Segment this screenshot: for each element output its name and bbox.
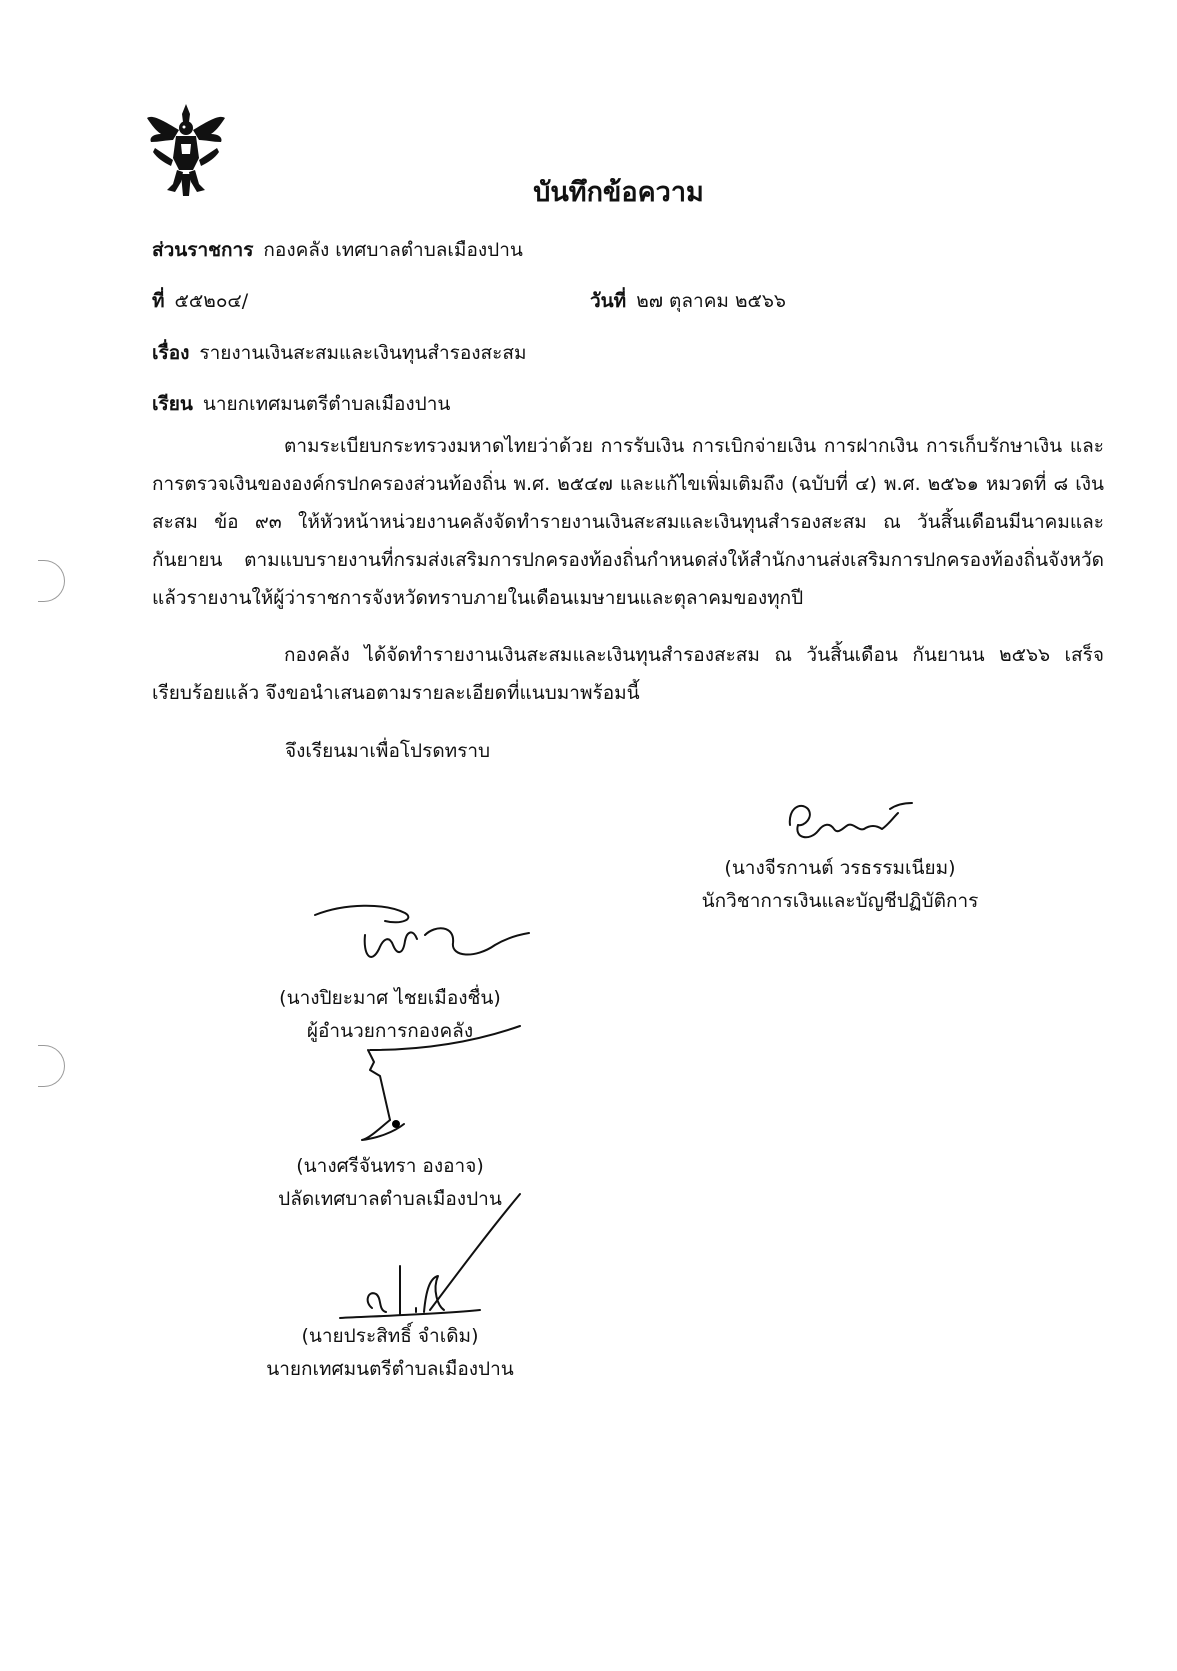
department-line xyxy=(152,235,523,265)
to-line xyxy=(152,389,450,419)
date-value: ๒๗ ตุลาคม ๒๕๖๖ xyxy=(636,290,786,312)
ref-label: ที่ xyxy=(152,290,165,312)
ref-line xyxy=(152,286,248,316)
body-paragraph-1: ตามระเบียบกระทรวงมหาดไทยว่าด้วย การรับเงิน การเบิกจ่ายเงิน การฝากเงิน การเก็บรักษาเงิน และการตรวจเงินขององค์กรปกครองส่วนท้องถิ่น พ.ศ. ๒๕๔๗ และแก้ไขเพิ่มเติมถึง (ฉบับที่ ๔) พ.ศ. ๒๕๖๑ หมวดที่ ๘ เงินสะสม ข้อ ๙๓ ให้หัวหน้าหน่วยงานคลังจัดทำรายงานเงินสะสมและเงินทุนสำรองสะสม ณ วันสิ้นเดือนมีนาคมและกันยายน ตามแบบรายงานที่กรมส่งเสริมการปกครองท้องถิ่นกำหนดส่งให้สำนักงานส่งเสริมการปกครองท้องถิ่นจังหวัด แล้วรายงานให้ผู้ว่าราชการจังหวัดทราบภายในเดือนเมษายนและตุลาคมของทุกปี xyxy=(152,435,1104,609)
subject-value: รายงานเงินสะสมและเงินทุนสำรองสะสม xyxy=(199,342,527,364)
signature-name-2: (นางปิยะมาศ ไชยเมืองชื่น) xyxy=(279,987,501,1009)
body-paragraph-2: กองคลัง ได้จัดทำรายงานเงินสะสมและเงินทุนสำรองสะสม ณ วันสิ้นเดือน กันยานน ๒๕๖๖ เสร็จเรียบร้อยแล้ว จึงขอนำเสนอตามรายละเอียดที่แนบมาพร้อมนี้ xyxy=(152,644,1104,704)
department-label: ส่วนราชการ xyxy=(152,239,254,261)
signature-position-2: ผู้อำนวยการกองคลัง xyxy=(306,1020,474,1042)
subject-label: เรื่อง xyxy=(152,342,190,364)
subject-line xyxy=(152,338,526,368)
signature-position-4: นายกเทศมนตรีตำบลเมืองปาน xyxy=(266,1358,514,1380)
to-label: เรียน xyxy=(152,393,193,415)
signature-block-1 xyxy=(690,852,990,918)
punch-hole xyxy=(38,560,65,602)
signature-3-image xyxy=(330,1020,530,1160)
signature-2-image xyxy=(305,895,535,975)
signature-1-image xyxy=(780,795,920,845)
signature-name-3: (นางศรีจันทรา องอาจ) xyxy=(296,1155,484,1177)
signature-name-1: (นางจีรกานต์ วรธรรมเนียม) xyxy=(724,857,956,879)
signature-4-image xyxy=(320,1190,530,1330)
signature-name-4: (นายประสิทธิ์ จำเดิม) xyxy=(301,1325,479,1347)
signature-position-3: ปลัดเทศบาลตำบลเมืองปาน xyxy=(278,1188,502,1210)
ref-value: ๕๕๒๐๔/ xyxy=(174,290,249,312)
to-value: นายกเทศมนตรีตำบลเมืองปาน xyxy=(202,393,451,415)
signature-position-1: นักวิชาการเงินและบัญชีปฏิบัติการ xyxy=(701,890,979,912)
memo-title: บันทึกข้อความ xyxy=(533,177,704,208)
date-line xyxy=(590,286,786,316)
punch-hole xyxy=(38,1045,65,1087)
closing-line: จึงเรียนมาเพื่อโปรดทราบ xyxy=(285,740,491,762)
date-label: วันที่ xyxy=(590,290,627,312)
signature-block-4 xyxy=(240,1320,540,1386)
department-value: กองคลัง เทศบาลตำบลเมืองปาน xyxy=(263,239,523,261)
